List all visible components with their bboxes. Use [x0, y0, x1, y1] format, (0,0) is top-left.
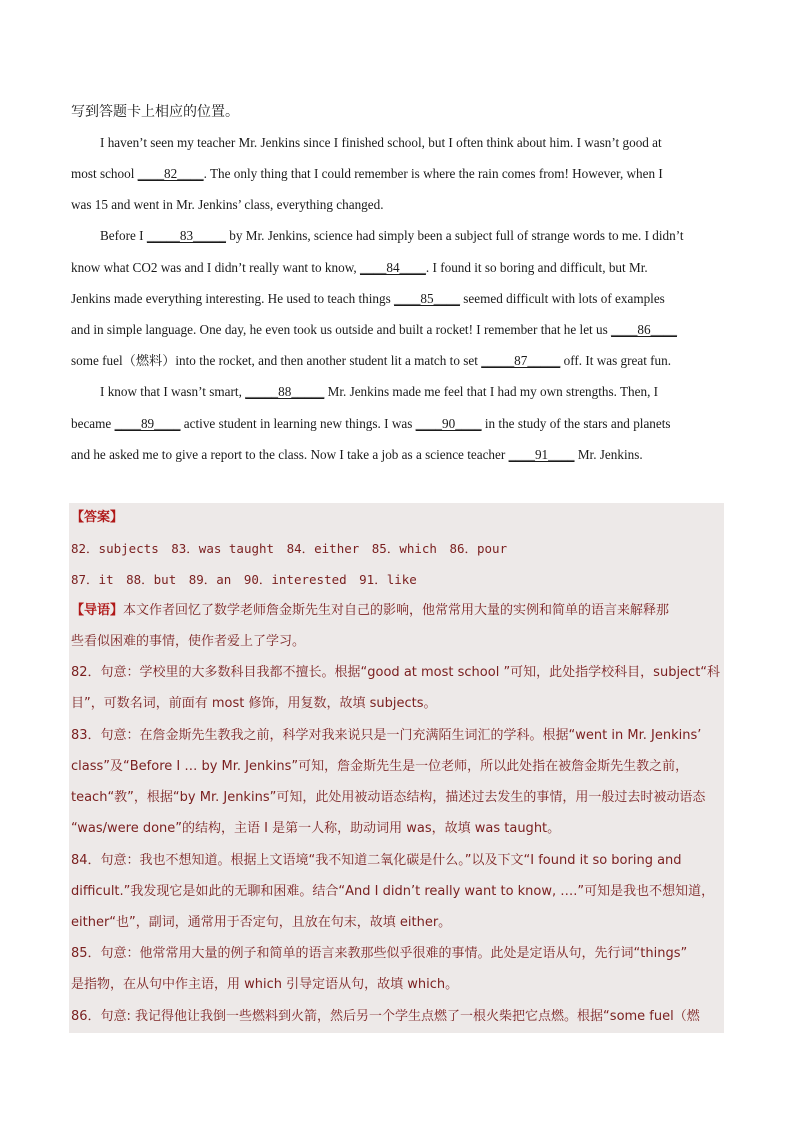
passage-line: and he asked me to give a report to the class. Now I take a job as a science teacher ____91____ Mr. Jenkins.: [71, 447, 643, 462]
blank-90: ____90____: [415, 416, 482, 431]
blank-83: _____83_____: [146, 228, 226, 243]
passage-line: some fuel（燃料）into the rocket, and then another student lit a match to set _____87_____ off. It was great fun.: [71, 353, 672, 368]
explanation-line: 目”，可数名词，前面有 most 修饰，用复数，故填 subjects。: [71, 696, 437, 711]
explanation-line: teach“教”，根据“by Mr. Jenkins”可知，此处用被动语态结构，描述过去发生的事情，用一般过去时被动语态: [71, 790, 706, 805]
blank-88: _____88_____: [245, 384, 325, 399]
instruction-text: 写到答题卡上相应的位置。: [71, 104, 239, 120]
passage-line: became ____89____ active student in learning new things. I was ____90____ in the study of the stars and planets: [71, 416, 671, 431]
explanation-line: 86．句意: 我记得他让我倒一些燃料到火箭，然后另一个学生点燃了一根火柴把它点燃。根据“some fuel（燃: [71, 1009, 700, 1024]
answer-key-row: 87．it 88．but 89．an 90．interested 91．like: [71, 572, 417, 587]
explanation-line: “was/were done”的结构，主语 I 是第一人称，助动词用 was，故填 was taught。: [71, 821, 561, 836]
passage-line: and in simple language. One day, he even took us outside and built a rocket! I remember that he let us ____86____: [71, 322, 677, 337]
explanation-line: 84．句意：我也不想知道。根据上文语境“我不知道二氧化碳是什么。”以及下文“I found it so boring and: [71, 853, 682, 868]
blank-87: _____87_____: [481, 353, 561, 368]
explanation-line: 85．句意：他常常用大量的例子和简单的语言来教那些似乎很难的事情。此处是定语从句，先行词“things”: [71, 946, 688, 961]
guide-tag: 【导语】: [71, 603, 124, 618]
passage-line: I know that I wasn’t smart, _____88_____ Mr. Jenkins made me feel that I had my own strengths. Then, I: [100, 384, 659, 399]
passage-line: most school ____82____. The only thing that I could remember is where the rain comes from! However, when I: [71, 166, 663, 181]
passage-line: was 15 and went in Mr. Jenkins’ class, everything changed.: [71, 197, 384, 212]
blank-84: ____84____: [359, 260, 426, 275]
passage-line: I haven’t seen my teacher Mr. Jenkins since I finished school, but I often think about him. I wasn’t good at: [100, 135, 662, 150]
passage-line: Before I _____83_____ by Mr. Jenkins, science had simply been a subject full of strange words to me. I didn’t: [100, 228, 684, 243]
explanation-line: class”及“Before I … by Mr. Jenkins”可知，詹金斯先生是一位老师，所以此处指在被詹金斯先生教之前，: [71, 759, 689, 774]
answer-key-row: 82．subjects 83．was taught 84．either 85．which 86．pour: [71, 541, 508, 556]
explanation-line: 82．句意：学校里的大多数科目我都不擅长。根据“good at most school ”可知，此处指学校科目，subject“科: [71, 665, 721, 680]
guide-paragraph: 些看似困难的事情，使作者爱上了学习。: [71, 634, 306, 649]
passage-line: Jenkins made everything interesting. He used to teach things ____85____ seemed difficult with lots of examples: [71, 291, 665, 306]
explanation-line: 83．句意：在詹金斯先生教我之前，科学对我来说只是一门充满陌生词汇的学科。根据“went in Mr. Jenkins’: [71, 728, 702, 743]
blank-85: ____85____: [394, 291, 460, 306]
blank-91: ____91____: [508, 447, 575, 462]
explanation-line: difficult.”我发现它是如此的无聊和困难。结合“And I didn’t really want to know, ….”可知是我也不想知道，: [71, 884, 715, 899]
blank-82: ____82____: [137, 166, 204, 181]
answer-heading: 【答案】: [71, 510, 124, 525]
blank-89: ____89____: [114, 416, 181, 431]
blank-86: ____86____: [611, 322, 677, 337]
explanation-line: either“也”，副词，通常用于否定句，且放在句末，故填 either。: [71, 915, 452, 930]
explanation-line: 是指物，在从句中作主语，用 which 引导定语从句，故填 which。: [71, 977, 459, 992]
passage-line: know what CO2 was and I didn’t really want to know, ____84____. I found it so boring and difficult, but Mr.: [71, 260, 648, 275]
guide-paragraph: 【导语】本文作者回忆了数学老师詹金斯先生对自己的影响，他常常用大量的实例和简单的语言来解释那: [71, 603, 670, 618]
